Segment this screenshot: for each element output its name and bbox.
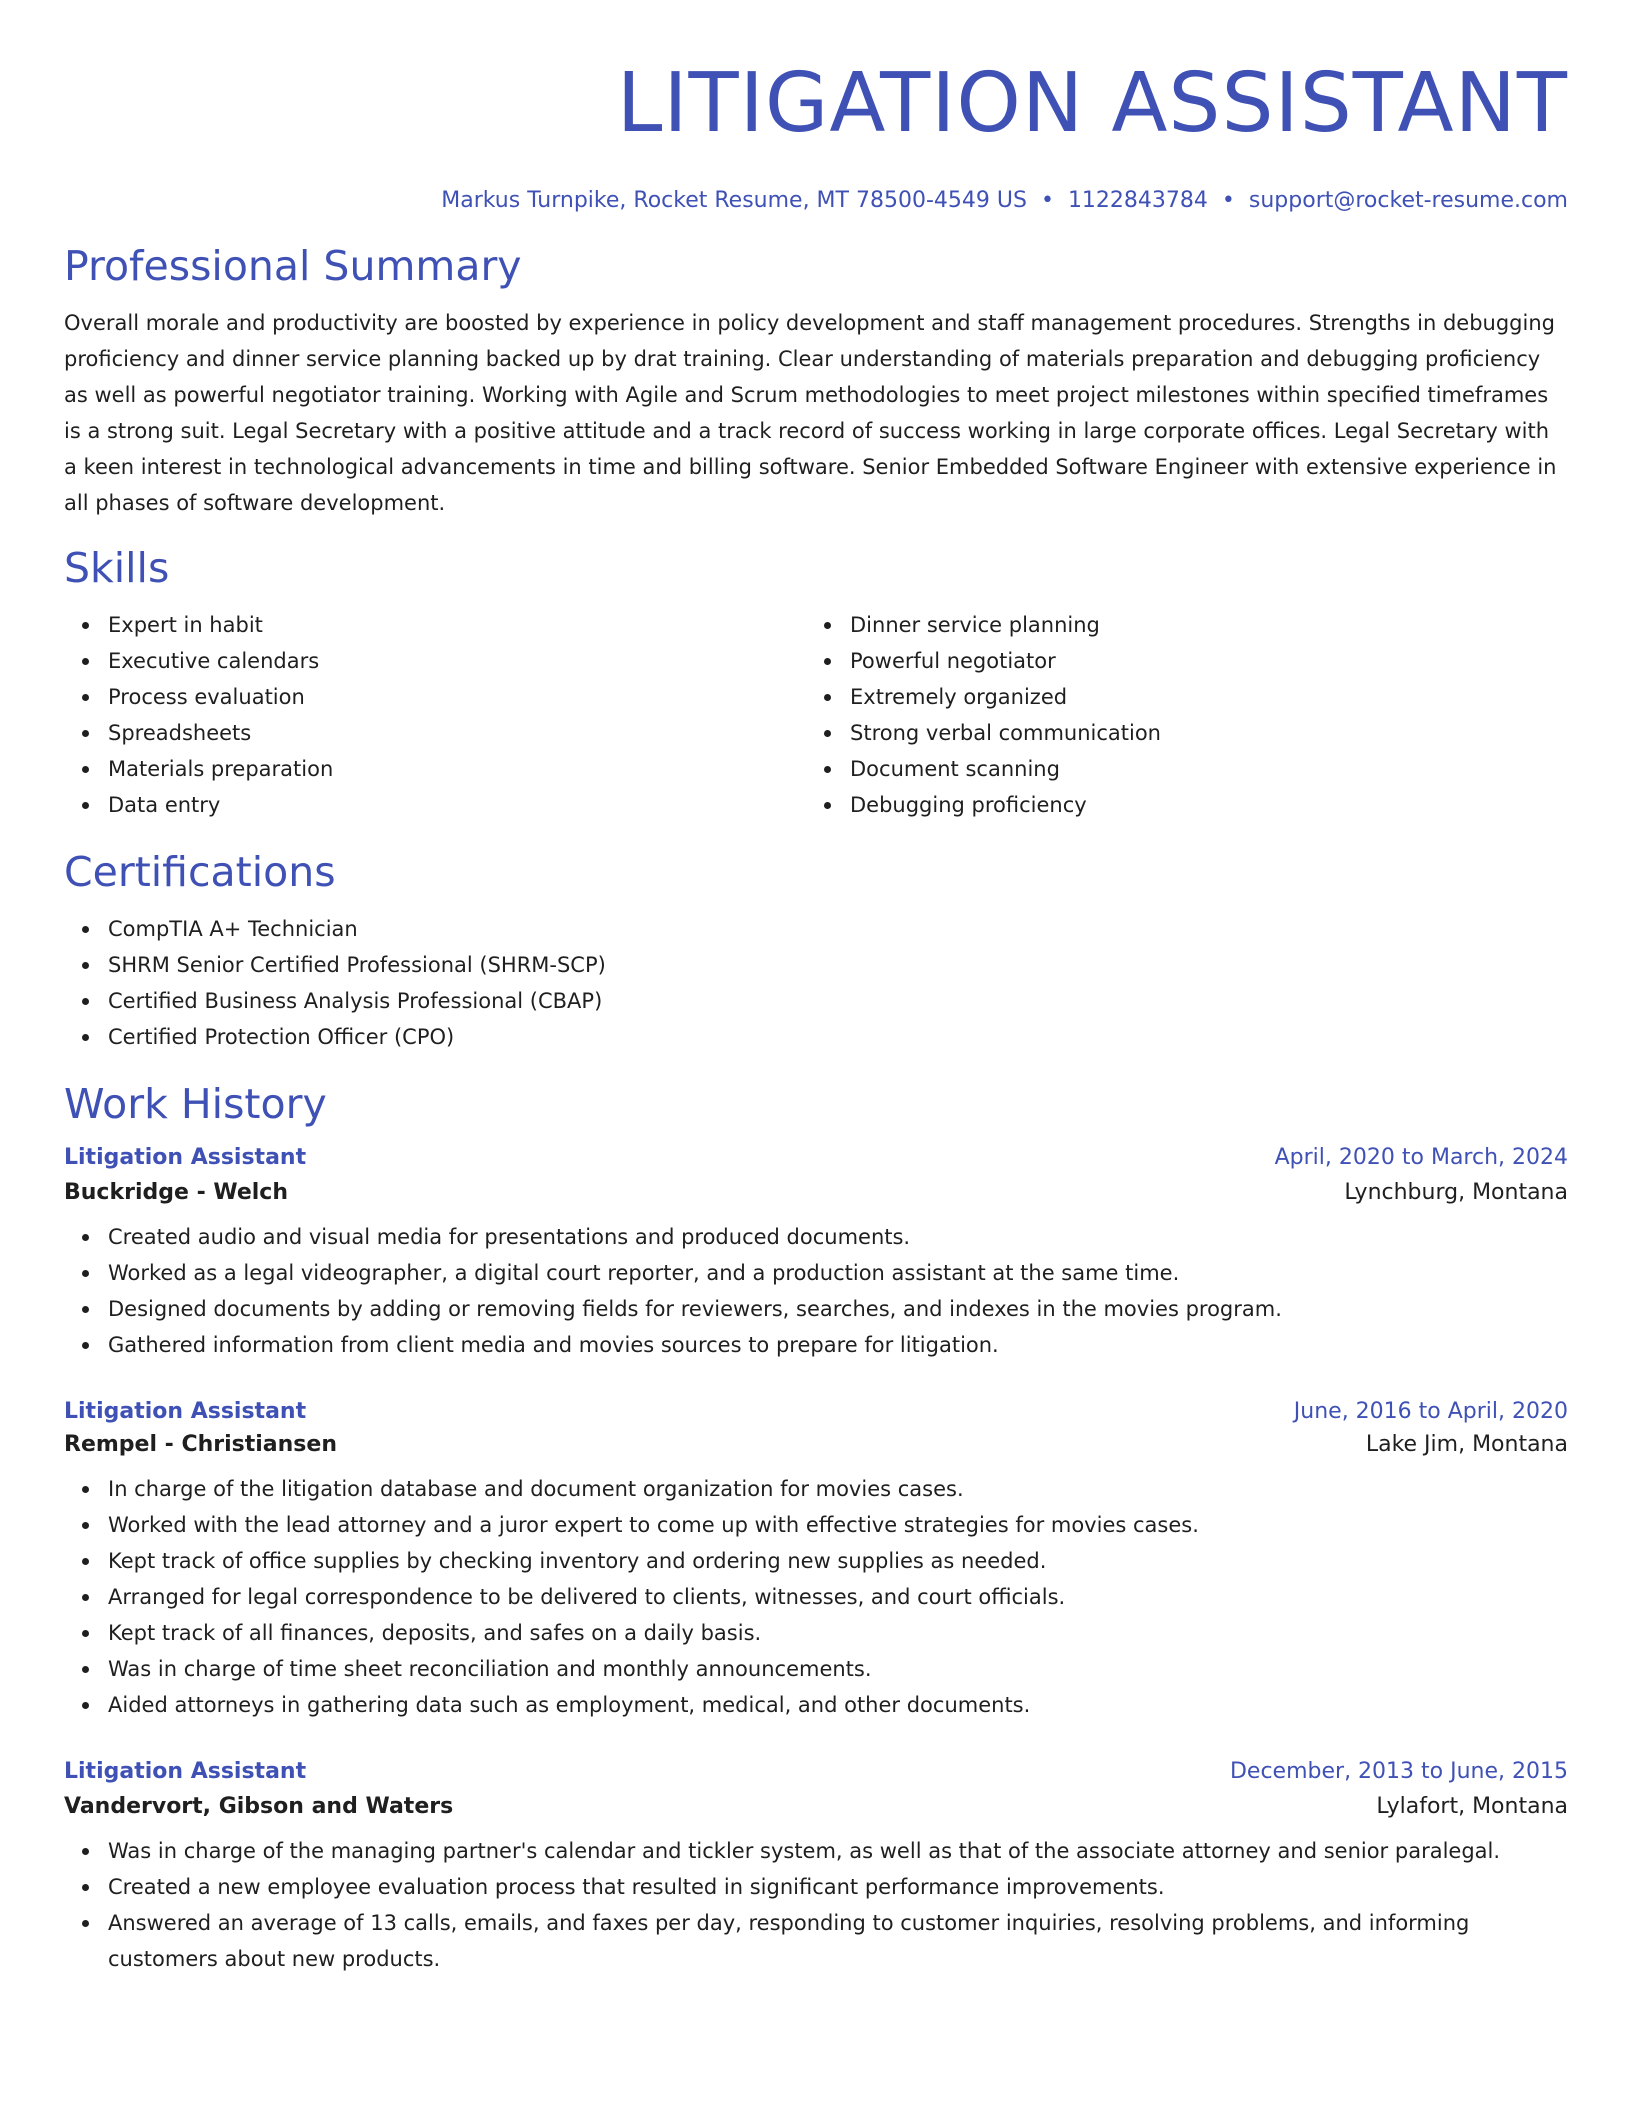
- skills-grid: [64, 607, 1568, 823]
- job-bullet: Was in charge of the managing partner's calendar and tickler system, as well as that of the associate attorney and senior paralegal.: [108, 1833, 1568, 1869]
- skills-list-left: [64, 607, 806, 823]
- skill-item: Process evaluation: [108, 679, 806, 715]
- summary-heading: Professional Summary: [64, 242, 522, 290]
- job-subheader: [64, 1432, 1568, 1457]
- certifications-heading: Certifications: [64, 848, 336, 896]
- skill-item: Expert in habit: [108, 607, 806, 643]
- job-employer: Vandervort, Gibson and Waters: [64, 1794, 454, 1819]
- job-location: Lylafort, Montana: [1376, 1794, 1568, 1819]
- skill-item: Document scanning: [850, 751, 1548, 787]
- contact-email: support@rocket-resume.com: [1248, 188, 1568, 213]
- job-entry: [64, 1145, 1568, 1363]
- job-bullet: Answered an average of 13 calls, emails, and faxes per day, responding to customer inquiries, resolving problems, and informing customers about new products.: [108, 1905, 1568, 1977]
- job-subheader: [64, 1794, 1568, 1819]
- skill-item: Powerful negotiator: [850, 643, 1548, 679]
- certification-item: Certified Protection Officer (CPO): [108, 1019, 1568, 1055]
- job-bullets: [64, 1219, 1568, 1363]
- contact-phone: 1122843784: [1067, 188, 1208, 213]
- job-dates: December, 2013 to June, 2015: [1229, 1759, 1568, 1784]
- certification-item: SHRM Senior Certified Professional (SHRM-SCP): [108, 947, 1568, 983]
- certification-item: Certified Business Analysis Professional (CBAP): [108, 983, 1568, 1019]
- job-bullet: Designed documents by adding or removing fields for reviewers, searches, and indexes in the movies program.: [108, 1291, 1568, 1327]
- skill-item: Extremely organized: [850, 679, 1548, 715]
- job-header: [64, 1145, 1568, 1170]
- job-entry: [64, 1399, 1568, 1723]
- job-bullet: Aided attorneys in gathering data such as employment, medical, and other documents.: [108, 1687, 1568, 1723]
- job-location: Lake Jim, Montana: [1365, 1432, 1568, 1457]
- job-dates: June, 2016 to April, 2020: [1293, 1399, 1568, 1424]
- contact-separator: •: [1040, 188, 1054, 213]
- job-bullet: Arranged for legal correspondence to be delivered to clients, witnesses, and court officials.: [108, 1579, 1568, 1615]
- job-bullet: Worked as a legal videographer, a digital court reporter, and a production assistant at the same time.: [108, 1255, 1568, 1291]
- job-bullet: Kept track of all finances, deposits, and safes on a daily basis.: [108, 1615, 1568, 1651]
- skill-item: Materials preparation: [108, 751, 806, 787]
- job-header: [64, 1759, 1568, 1784]
- job-bullet: Worked with the lead attorney and a juror expert to come up with effective strategies for movies cases.: [108, 1507, 1568, 1543]
- contact-address: Markus Turnpike, Rocket Resume, MT 78500-4549 US: [441, 188, 1027, 213]
- job-entry: [64, 1759, 1568, 1977]
- job-header: [64, 1399, 1568, 1424]
- skills-heading: Skills: [64, 544, 170, 592]
- skill-item: Data entry: [108, 787, 806, 823]
- contact-line: [64, 188, 1568, 213]
- job-bullet: Created audio and visual media for presentations and produced documents.: [108, 1219, 1568, 1255]
- skill-item: Spreadsheets: [108, 715, 806, 751]
- job-title: Litigation Assistant: [64, 1759, 307, 1784]
- job-bullets: [64, 1471, 1568, 1723]
- summary-text: Overall morale and productivity are boosted by experience in policy development and staff management procedures. Strengths in debugging proficiency and dinner service planning backed up by drat training. Clear understanding of materials preparation and debugging proficiency as well as powerful negotiator training. Working with Agile and Scrum methodologies to meet project milestones within specified timeframes is a strong suit. Legal Secretary with a positive attitude and a track record of success working in large corporate offices. Legal Secretary with a keen interest in technological advancements in time and billing software. Senior Embedded Software Engineer with extensive experience in all phases of software development.: [64, 311, 1557, 515]
- job-title: Litigation Assistant: [64, 1399, 307, 1424]
- job-bullet: Was in charge of time sheet reconciliation and monthly announcements.: [108, 1651, 1568, 1687]
- job-bullet: In charge of the litigation database and document organization for movies cases.: [108, 1471, 1568, 1507]
- certification-item: CompTIA A+ Technician: [108, 911, 1568, 947]
- job-subheader: [64, 1180, 1568, 1205]
- job-title: Litigation Assistant: [64, 1145, 307, 1170]
- job-employer: Buckridge - Welch: [64, 1180, 289, 1205]
- skill-item: Strong verbal communication: [850, 715, 1548, 751]
- job-location: Lynchburg, Montana: [1344, 1180, 1568, 1205]
- job-bullets: [64, 1833, 1568, 1977]
- contact-separator: •: [1221, 188, 1235, 213]
- job-bullet: Gathered information from client media and movies sources to prepare for litigation.: [108, 1327, 1568, 1363]
- job-bullet: Created a new employee evaluation process that resulted in significant performance improvements.: [108, 1869, 1568, 1905]
- skill-item: Executive calendars: [108, 643, 806, 679]
- resume-title: LITIGATION ASSISTANT: [616, 56, 1568, 151]
- skill-item: Dinner service planning: [850, 607, 1548, 643]
- work-history-heading: Work History: [64, 1080, 327, 1128]
- job-bullet: Kept track of office supplies by checking inventory and ordering new supplies as needed.: [108, 1543, 1568, 1579]
- skill-item: Debugging proficiency: [850, 787, 1548, 823]
- job-employer: Rempel - Christiansen: [64, 1432, 337, 1457]
- skills-list-right: [806, 607, 1548, 823]
- certifications-list: [64, 911, 1568, 1055]
- job-dates: April, 2020 to March, 2024: [1274, 1145, 1568, 1170]
